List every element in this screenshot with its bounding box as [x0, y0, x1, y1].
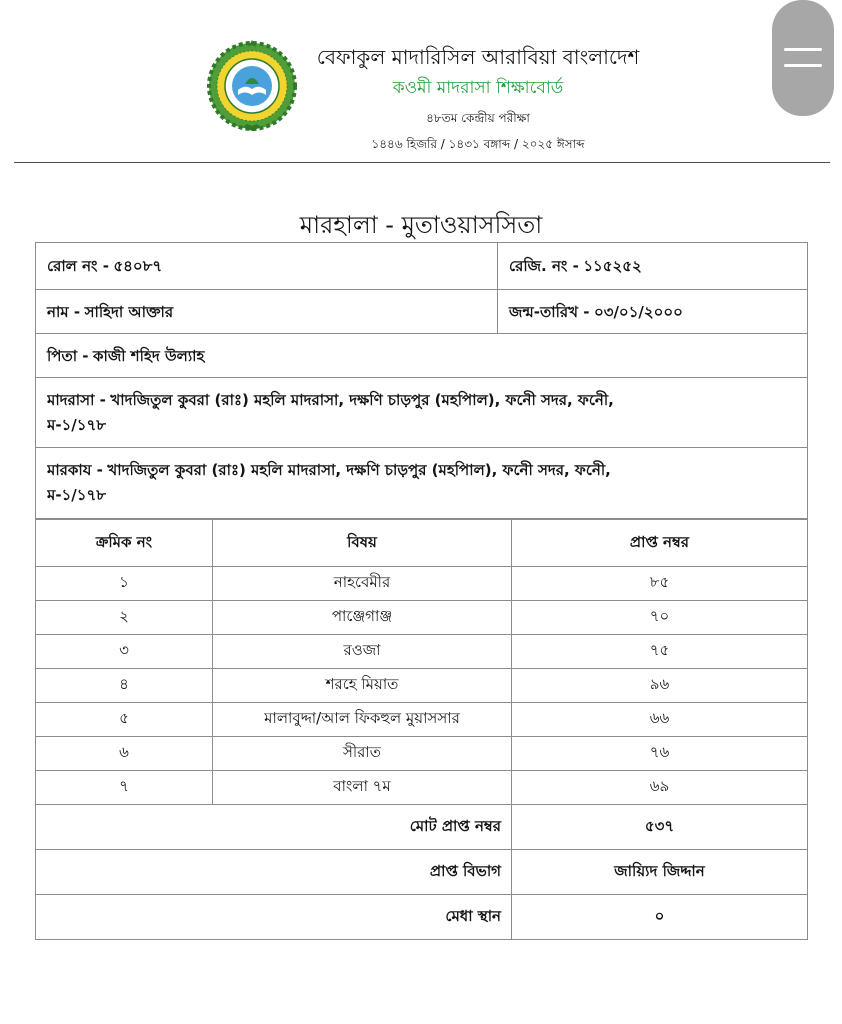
subject-cell: নাহবেমীর: [213, 567, 512, 601]
subject-cell: রওজা: [213, 635, 512, 669]
dob-label: জন্ম-তারিখ -: [509, 302, 590, 321]
info-row-madrasa: [36, 378, 808, 448]
subject-cell: শরহে মিয়াত: [213, 669, 512, 703]
board-subtitle: কওমী মাদরাসা শিক্ষাবোর্ড: [392, 78, 564, 98]
registration-value: ১১৫২৫২: [583, 257, 642, 275]
serial-cell: ৪: [36, 669, 213, 703]
dob-value: ০৩/০১/২০০০: [593, 302, 683, 321]
score-cell: ৬৯: [512, 771, 808, 805]
markaz-line: [47, 458, 796, 483]
madrasa-line: [47, 388, 796, 413]
subject-cell: পাঞ্জেগাঞ্জ: [213, 601, 512, 635]
division-label: প্রাপ্ত বিভাগ: [36, 850, 512, 895]
name-label: নাম -: [47, 302, 81, 321]
hamburger-menu-icon: [784, 48, 822, 51]
subject-cell: মালাবুদ্দা/আল ফিকহুল মুয়াসসার: [213, 703, 512, 737]
board-name: বেফাকুল মাদারিসিল আরাবিয়া বাংলাদেশ: [316, 45, 640, 69]
merit-position-value: ০: [512, 895, 808, 940]
exam-calendar-years: ১৪৪৬ হিজরি / ১৪৩১ বঙ্গাব্দ / ২০২৫ ঈসাব্দ: [371, 137, 585, 151]
merit-position-row: [36, 895, 808, 940]
merit-position-label: মেধা স্থান: [36, 895, 512, 940]
roll-value: ৫৪০৮৭: [113, 257, 163, 275]
board-header: [278, 42, 678, 154]
serial-cell: ১: [36, 567, 213, 601]
score-cell: ৭৬: [512, 737, 808, 771]
score-cell: ৭৫: [512, 635, 808, 669]
table-row: [36, 771, 808, 805]
division-value: জায়্যিদ জিদ্দান: [512, 850, 808, 895]
markaz-label: মারকায -: [47, 461, 103, 479]
score-cell: ৯৬: [512, 669, 808, 703]
header-divider: [14, 162, 830, 163]
markaz-cell: [36, 448, 808, 519]
table-row: [36, 737, 808, 771]
table-row: [36, 669, 808, 703]
madrasa-label: মাদরাসা -: [47, 390, 106, 409]
score-cell: ৭০: [512, 601, 808, 635]
name-value: সাহিদা আক্তার: [84, 302, 174, 321]
marks-table: [35, 519, 808, 940]
logo-center: [232, 66, 272, 106]
registration-cell: [498, 243, 808, 290]
student-info-table: [35, 242, 808, 519]
serial-header: ক্রমিক নং: [36, 520, 213, 567]
marhala-title: মারহালা - মুতাওয়াসসিতা: [299, 211, 543, 239]
subject-cell: বাংলা ৭ম: [213, 771, 512, 805]
name-cell: [36, 290, 498, 334]
exam-name: ৪৮তম কেন্দ্রীয় পরীক্ষা: [426, 111, 530, 125]
serial-cell: ৭: [36, 771, 213, 805]
father-label: পিতা -: [47, 346, 89, 365]
father-cell: [36, 334, 808, 378]
markaz-code: ম-১/১৭৮: [47, 486, 106, 504]
markaz-value: খাদজিতুল কুবরা (রাঃ) মহলি মাদরাসা, দক্ষণি চাড়পুর (মহপিাল), ফনেী সদর, ফনেী,: [107, 461, 611, 479]
hamburger-menu-icon-line: [784, 64, 822, 67]
subject-header: বিষয়: [213, 520, 512, 567]
marks-header-row: [36, 520, 808, 567]
madrasa-code: ম-১/১৭৮: [47, 415, 106, 434]
score-cell: ৮৫: [512, 567, 808, 601]
serial-cell: ৩: [36, 635, 213, 669]
info-row-name: [36, 290, 808, 334]
madrasa-value: খাদজিতুল কুবরা (রাঃ) মহলি মাদরাসা, দক্ষণি চাড়পুর (মহপিাল), ফনেী সদর, ফনেী,: [110, 390, 614, 409]
total-marks-label: মোট প্রাপ্ত নম্বর: [36, 805, 512, 850]
madrasa-cell: [36, 378, 808, 448]
table-row: [36, 635, 808, 669]
roll-label: রোল নং -: [47, 257, 109, 275]
serial-cell: ২: [36, 601, 213, 635]
info-row-markaz: [36, 448, 808, 519]
division-row: [36, 850, 808, 895]
total-marks-value: ৫৩৭: [512, 805, 808, 850]
table-row: [36, 703, 808, 737]
father-value: কাজী শহিদ উল্যাহ: [93, 346, 205, 365]
score-header: প্রাপ্ত নম্বর: [512, 520, 808, 567]
subject-cell: সীরাত: [213, 737, 512, 771]
table-row: [36, 567, 808, 601]
menu-button[interactable]: [772, 0, 834, 116]
info-row-father: [36, 334, 808, 378]
registration-label: রেজি. নং -: [509, 257, 579, 275]
roll-cell: [36, 243, 498, 290]
info-row-roll: [36, 243, 808, 290]
serial-cell: ৬: [36, 737, 213, 771]
table-row: [36, 601, 808, 635]
score-cell: ৬৬: [512, 703, 808, 737]
serial-cell: ৫: [36, 703, 213, 737]
total-marks-row: [36, 805, 808, 850]
dob-cell: [498, 290, 808, 334]
